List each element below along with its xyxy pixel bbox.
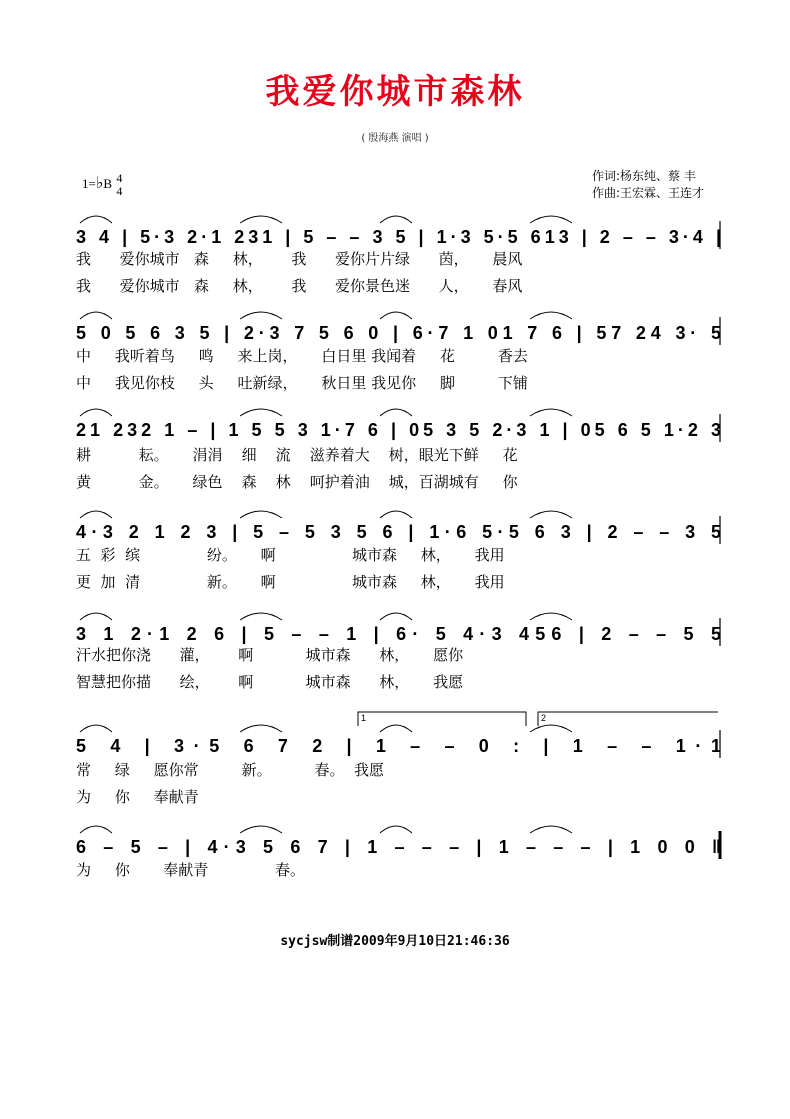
slur-arc (380, 725, 412, 732)
slur-arc (240, 511, 282, 518)
slur-arc (240, 409, 282, 416)
slur-arc (530, 826, 572, 833)
slur-arc (80, 511, 112, 518)
time-top: 4 (116, 171, 123, 185)
slur-arc (80, 312, 112, 319)
slur-arc (240, 613, 282, 620)
slur-arc (530, 511, 572, 518)
slur-arc (240, 826, 282, 833)
slur-arc (530, 312, 572, 319)
lyricist: 作词:杨东纯、蔡 丰 (592, 169, 696, 183)
footer-note: sycjsw制谱2009年9月10日21:46:36 (280, 934, 510, 949)
slur-arc (380, 312, 412, 319)
lyric-line: 五 彩 缤 纷。 啊 城市森 林， 我用 (76, 546, 505, 564)
composer: 作曲:王宏霖、王连才 (592, 186, 705, 200)
slur-arc (80, 613, 112, 620)
slur-arc (530, 409, 572, 416)
slur-arc (240, 312, 282, 319)
lyric-line: 为 你 奉献青 (76, 788, 199, 806)
slur-arc (530, 725, 572, 732)
key-prefix: 1= (82, 175, 96, 191)
notation-line: 6 – 5 – | 4·3 5 6 7 | 1 – – – | 1 – – – | 1 0 0 ‖ (76, 837, 721, 857)
lyric-line: 常 绿 愿你常 新。 春。 我愿 (76, 761, 385, 779)
notation-line: 3 1 2·1 2 6 | 5 – – 1 | 6· 5 4·3 456 | 2 – – 5 5 (76, 624, 721, 644)
volta-bracket-2 (538, 712, 718, 726)
slur-arc (80, 826, 112, 833)
lyric-line: 为 你 奉献青 春。 (76, 861, 305, 879)
volta-2-label: 2 (541, 713, 547, 723)
lyric-line: 我 爱你城市 森 林， 我 爱你景色迷 人， 春风 (76, 277, 523, 295)
notation-line: 5 4 | 3·5 6 7 2 | 1 – – 0 : | 1 – – 1·1 (76, 736, 721, 756)
lyric-line: 黄 金。 绿色 森 林 呵护着油 城，百湖城有 你 (76, 473, 518, 491)
notation-line: 21 232 1 – | 1 5 5 3 1·7 6 | 05 3 5 2·3 1 | 05 6 5 1·2 3 (76, 420, 722, 440)
volta-1-label: 1 (361, 713, 367, 723)
lyric-line: 更 加 清 新。 啊 城市森 林， 我用 (76, 573, 505, 591)
slur-arc (240, 725, 282, 732)
song-title: 我爱你城市森林 (265, 72, 525, 112)
slur-arc (530, 613, 572, 620)
slur-arc (240, 216, 282, 223)
singer-credit: ( 殷海燕 演唱 ) (361, 133, 429, 144)
lyric-line: 中 我听着鸟 鸣 来上岗， 白日里 我闻着 花 香去 (76, 347, 528, 365)
slur-arc (380, 511, 412, 518)
slur-arc (380, 826, 412, 833)
volta-bracket-1 (358, 712, 526, 726)
lyric-line: 耕 耘。 涓涓 细 流 滋养着大 树，眼光下鲜 花 (76, 446, 518, 464)
lyric-line: 我 爱你城市 森 林， 我 爱你片片绿 茵， 晨风 (76, 250, 523, 268)
time-bottom: 4 (116, 184, 123, 198)
lyric-line: 汗水把你浇 灌， 啊 城市森 林， 愿你 (76, 646, 464, 664)
lyric-line: 中 我见你枝 头 吐新绿， 秋日里 我见你 脚 下铺 (76, 374, 528, 392)
slur-arc (80, 725, 112, 732)
flat-symbol: ♭ (95, 174, 104, 192)
slur-arc (80, 409, 112, 416)
notation-line: 5 0 5 6 3 5 | 2·3 7 5 6 0 | 6·7 1 01 7 6 | 57 24 3· 5 (76, 323, 722, 343)
slur-arc (380, 216, 412, 223)
key-note: B (103, 175, 113, 191)
notation-line: 3 4 | 5·3 2·1 231 | 5 – – 3 5 | 1·3 5·5 613 | 2 – – 3·4 | (76, 227, 722, 247)
notation-line: 4·3 2 1 2 3 | 5 – 5 3 5 6 | 1·6 5·5 6 3 | 2 – – 3 5 (76, 522, 721, 542)
lyric-line: 智慧把你描 绘， 啊 城市森 林， 我愿 (76, 673, 464, 691)
slur-arc (530, 216, 572, 223)
slur-arc (380, 409, 412, 416)
slur-arc (380, 613, 412, 620)
slur-arc (80, 216, 112, 223)
